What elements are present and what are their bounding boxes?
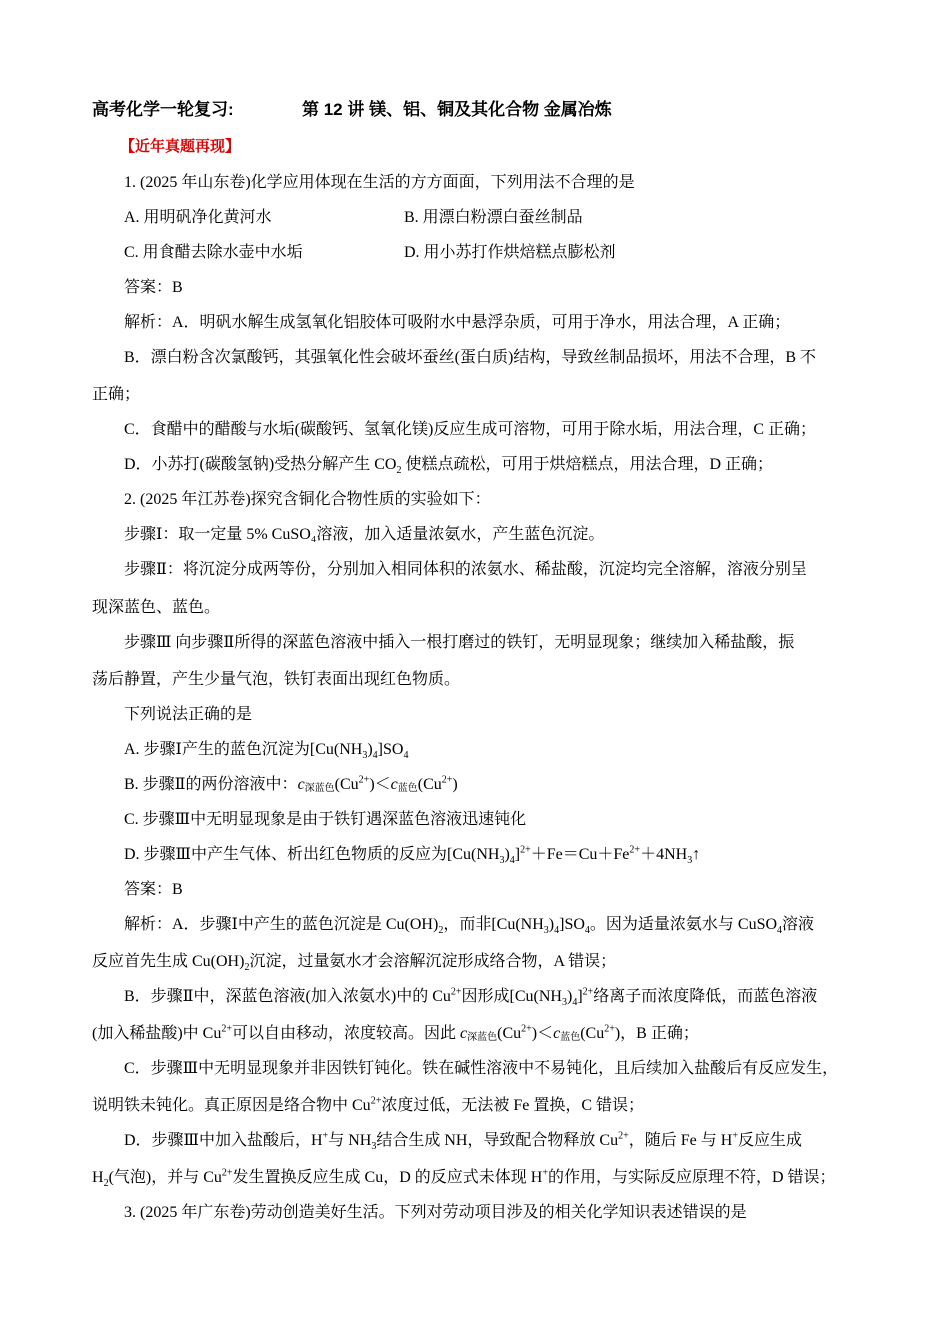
t4: 溶液 bbox=[782, 916, 815, 933]
deep-blue-sub: 深蓝色 bbox=[304, 783, 335, 794]
pc: ) bbox=[531, 1025, 538, 1042]
deep-sub: 深蓝色 bbox=[467, 1032, 498, 1043]
ds2: 3 bbox=[371, 1141, 377, 1153]
q2-exp-b-line1: B．步骤Ⅱ中，深蓝色溶液(加入浓氨水)中的 $Cu^{2+}$因形成$[Cu(NH_3)_4]^{2+}$络离子而浓度降低，而蓝色溶液 bbox=[124, 986, 818, 1009]
q1-option-b: B. 用漂白粉漂白蚕丝制品 bbox=[404, 209, 583, 226]
bs6: 2+ bbox=[521, 1023, 532, 1035]
t3: 。因为适量浓氨水与 CuSO bbox=[589, 916, 778, 933]
q2-step2-line2: 现深蓝色、蓝色。 bbox=[92, 599, 221, 616]
sub-3: 3 bbox=[499, 855, 505, 867]
ds6: 2+ bbox=[221, 1167, 233, 1179]
ds3: 2+ bbox=[618, 1130, 629, 1142]
title-left: 高考化学一轮复习: bbox=[92, 100, 234, 119]
d4: ，随后 Fe 与 H bbox=[628, 1132, 733, 1149]
blue-sub: 蓝色 bbox=[560, 1032, 581, 1043]
sub-4: 4 bbox=[372, 750, 378, 762]
q3-stem: 3. (2025 年广东卷)劳动创造美好生活。下列对劳动项目涉及的相关化学知识表述错误的是 bbox=[124, 1204, 747, 1221]
q1-exp-d-part1: D．小苏打(碳酸氢钠)受热分解产生 CO bbox=[124, 456, 397, 473]
q2-step2-line1: 步骤Ⅱ：将沉淀分成两等份，分别加入相同体积的浓氨水、稀盐酸，沉淀均完全溶解，溶液分别呈 bbox=[124, 561, 807, 578]
q2-exp-d-line2 bbox=[92, 1168, 858, 1188]
q2-stem: 2. (2025 年江苏卷)探究含铜化合物性质的实验如下： bbox=[124, 491, 491, 508]
b2: 因形成[Cu(NH bbox=[461, 988, 562, 1005]
q2-option-d: D. 步骤Ⅲ中产生气体、析出红色物质的反应为$[Cu(NH_3)_4]^{2+}+Fe=Cu+Fe^{2+}+4NH_3↑$ bbox=[124, 844, 701, 867]
q2-answer: 答案：B bbox=[124, 881, 183, 898]
charge-sup-2: 2+ bbox=[441, 774, 453, 786]
c2: 说明铁未钝化。真正原因是络合物中 Cu bbox=[92, 1097, 371, 1114]
q1-option-a: A. 用明矾净化黄河水 bbox=[124, 209, 272, 226]
t6: 沉淀，过量氨水才会溶解沉淀形成络合物，A 错误； bbox=[249, 953, 617, 970]
q1-stem: 1. (2025 年山东卷)化学应用体现在生活的方方面面，下列用法不合理的是 bbox=[124, 174, 635, 191]
d9: 的作用，与实际反应原理不符，D 错误； bbox=[547, 1169, 836, 1186]
cu: (Cu bbox=[497, 1025, 522, 1042]
s2: 3 bbox=[543, 925, 549, 937]
paren: ) bbox=[367, 741, 373, 758]
b3: 络离子而浓度降低，而蓝色溶液 bbox=[593, 988, 818, 1005]
t1: 解析：A．步骤Ⅰ中产生的蓝色沉淀是 Cu(OH) bbox=[124, 916, 439, 933]
bs4: 2+ bbox=[582, 986, 594, 998]
q2-exp-a-line1: 解析：A．步骤Ⅰ中产生的蓝色沉淀是 $Cu(OH)_2$，而非$[Cu(NH_3)_4]SO_4$。因为适量浓氨水与 CuSO$_4$溶液 bbox=[124, 916, 815, 937]
d5: 反应生成 bbox=[737, 1132, 802, 1149]
lt-symbol: ＜ bbox=[374, 776, 391, 793]
b6: ，B 正确； bbox=[620, 1025, 699, 1042]
bs5: 2+ bbox=[221, 1023, 232, 1035]
c-symbol-2: c bbox=[553, 1025, 561, 1042]
charge-sup: 2+ bbox=[358, 774, 370, 786]
q1-exp-d-part2: 使糕点疏松，可用于烘焙糕点，用法合理，D 正确； bbox=[401, 456, 774, 473]
q2-exp-d-line1 bbox=[124, 1131, 858, 1151]
c3: 浓度过低，无法被 Fe 置换，C 错误； bbox=[381, 1097, 645, 1114]
paren-close-2: ) bbox=[452, 776, 458, 793]
q2-step1: 步骤Ⅰ：取一定量 5% CuSO₄溶液，加入适量浓氨水，产生蓝色沉淀。 bbox=[124, 526, 605, 543]
s1: 2 bbox=[438, 925, 444, 937]
charge-sup-fe: 2+ bbox=[629, 844, 641, 856]
q1-options-cd bbox=[124, 243, 858, 263]
d1: D．步骤Ⅲ中加入盐酸后，H bbox=[124, 1132, 323, 1149]
cs1: 2+ bbox=[370, 1095, 382, 1107]
section-heading: 【近年真题再现】 bbox=[120, 138, 241, 155]
d7: (气泡)，并与 Cu bbox=[108, 1169, 222, 1186]
cu-text: (Cu bbox=[334, 776, 359, 793]
q2-ask: 下列说法正确的是 bbox=[124, 706, 253, 723]
blue-sub: 蓝色 bbox=[397, 783, 418, 794]
c-symbol-2: c bbox=[390, 776, 398, 793]
sub-3: 3 bbox=[362, 750, 368, 762]
d6: H bbox=[92, 1169, 104, 1186]
d8: 发生置换反应生成 Cu，D 的反应式未体现 H bbox=[232, 1169, 543, 1186]
q2-exp-a-line2 bbox=[92, 952, 858, 972]
cu-text-2: (Cu bbox=[417, 776, 442, 793]
q1-explanation-d bbox=[124, 455, 858, 475]
b5: 可以自由移动，浓度较高。因此 bbox=[231, 1025, 460, 1042]
q1-answer: 答案：B bbox=[124, 279, 183, 296]
b4: (加入稀盐酸)中 Cu bbox=[92, 1025, 222, 1042]
q1-options-ab bbox=[124, 208, 858, 228]
page-title bbox=[92, 100, 858, 120]
cu2: (Cu bbox=[580, 1025, 605, 1042]
q1-explanation-c: C．食醋中的醋酸与水垢(碳酸钙、氢氧化镁)反应生成可溶物，可用于除水垢，用法合理，C 正确； bbox=[124, 421, 817, 438]
gas-arrow: ↑ bbox=[692, 846, 701, 863]
s3: 4 bbox=[554, 925, 560, 937]
title-right: 第 12 讲 镁、铝、铜及其化合物 金属冶炼 bbox=[302, 100, 612, 119]
q1-option-c: C. 用食醋去除水壶中水垢 bbox=[124, 244, 303, 261]
s4: 4 bbox=[584, 925, 590, 937]
lt: ＜ bbox=[537, 1025, 554, 1042]
co2-subscript: 2 bbox=[396, 465, 402, 477]
t5: 反应首先生成 Cu(OH) bbox=[92, 953, 245, 970]
c-symbol: c bbox=[460, 1025, 468, 1042]
sub-4: 4 bbox=[509, 855, 515, 867]
t2: ，而非[Cu(NH bbox=[443, 916, 544, 933]
ds5: 2 bbox=[103, 1178, 109, 1190]
q2-option-b bbox=[124, 775, 858, 799]
s6: 2 bbox=[244, 962, 250, 974]
so-text: ]SO bbox=[377, 741, 404, 758]
q1-explanation-b1: B．漂白粉含次氯酸钙，其强氧化性会破坏蚕丝(蛋白质)结构，导致丝制品损坏，用法不合理，B 不 bbox=[124, 349, 817, 366]
c-symbol: c bbox=[297, 776, 305, 793]
d2: 与 NH bbox=[328, 1132, 372, 1149]
q2-step3-line2: 荡后静置，产生少量气泡，铁钉表面出现红色物质。 bbox=[92, 671, 461, 688]
q2-opt-a-text: A. 步骤Ⅰ产生的蓝色沉淀为[Cu(NH bbox=[124, 741, 363, 758]
bs3: 4 bbox=[572, 997, 578, 1009]
s5: 4 bbox=[777, 925, 783, 937]
ds1: + bbox=[322, 1130, 329, 1142]
q2-option-c: C. 步骤Ⅲ中无明显现象是由于铁钉遇深蓝色溶液迅速钝化 bbox=[124, 811, 527, 828]
q2-opt-d-nh: ＋4NH bbox=[640, 846, 688, 863]
q2-opt-b-text: B. 步骤Ⅱ的两份溶液中： bbox=[124, 776, 298, 793]
b1: B．步骤Ⅱ中，深蓝色溶液(加入浓氨水)中的 Cu bbox=[124, 988, 451, 1005]
paren-close: ) bbox=[369, 776, 375, 793]
d3: 结合生成 NH，导致配合物释放 Cu bbox=[376, 1132, 619, 1149]
sub-3b: 3 bbox=[687, 855, 693, 867]
bs1: 2+ bbox=[450, 986, 462, 998]
pc2: ) bbox=[614, 1025, 621, 1042]
charge-sup: 2+ bbox=[520, 844, 531, 856]
bs7: 2+ bbox=[604, 1023, 615, 1035]
ds4: + bbox=[732, 1130, 738, 1142]
q2-opt-d-text: D. 步骤Ⅲ中产生气体、析出红色物质的反应为[Cu(NH bbox=[124, 846, 500, 863]
bs2: 3 bbox=[561, 997, 567, 1009]
ds7: + bbox=[542, 1167, 548, 1179]
q2-option-a bbox=[124, 740, 858, 760]
q2-exp-c-line1: C．步骤Ⅲ中无明显现象并非因铁钉钝化。铁在碱性溶液中不易钝化，且后续加入盐酸后有反应发生， bbox=[124, 1060, 839, 1077]
paren: ) bbox=[504, 846, 510, 863]
q1-explanation-b2: 正确； bbox=[92, 386, 141, 403]
q2-exp-c-line2 bbox=[92, 1096, 858, 1116]
q1-explanation-a: 解析：A．明矾水解生成氢氧化铝胶体可吸附水中悬浮杂质，可用于净水，用法合理，A 正确； bbox=[124, 314, 791, 331]
sub-4b: 4 bbox=[403, 750, 409, 762]
q2-step3-line1: 步骤Ⅲ 向步骤Ⅱ所得的深蓝色溶液中插入一根打磨过的铁钉，无明显现象；继续加入稀盐酸，振 bbox=[124, 634, 795, 651]
q2-opt-d-mid: ＋Fe＝Cu＋Fe bbox=[530, 846, 630, 863]
q2-exp-b-line2 bbox=[92, 1024, 858, 1048]
q1-option-d: D. 用小苏打作烘焙糕点膨松剂 bbox=[404, 244, 616, 261]
